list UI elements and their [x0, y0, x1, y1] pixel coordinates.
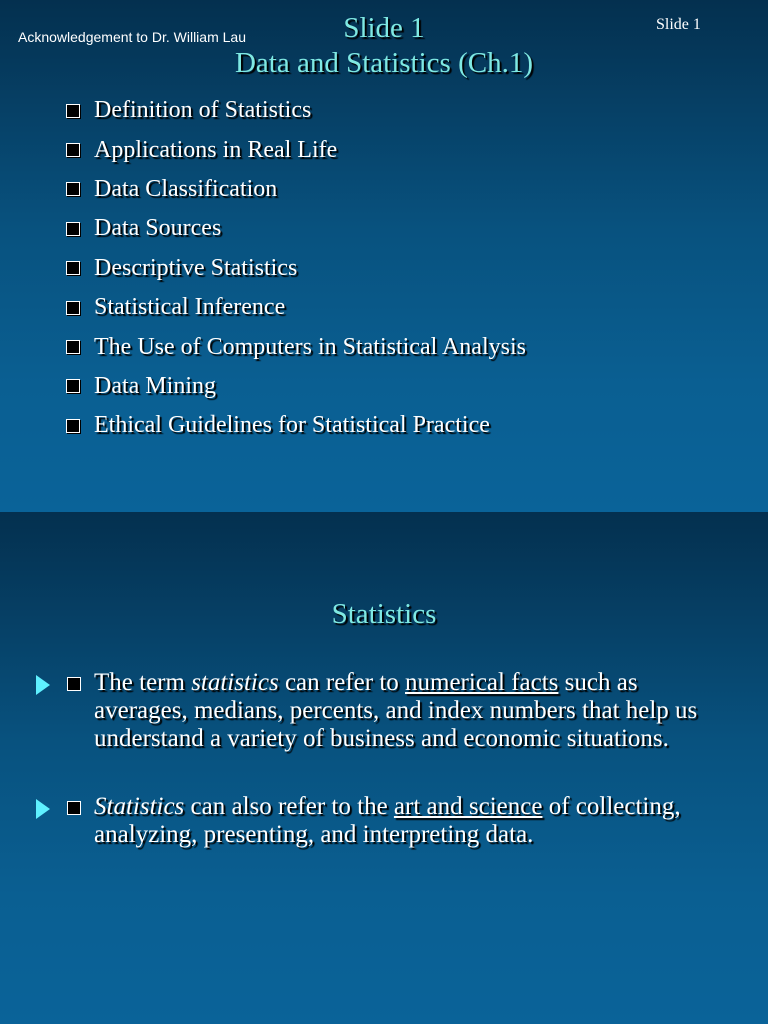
square-bullet-icon — [66, 340, 80, 354]
slide-1-title-line-1: Slide 1 — [343, 12, 425, 44]
list-item: Definition of Statistics — [66, 91, 526, 130]
slide-number: Slide 1 — [656, 16, 701, 33]
paragraph-text: The term statistics can refer to numerical facts such as averages, medians, percents, and index numbers that help us understand a variety of business and economic situations. — [94, 669, 698, 752]
square-bullet-icon — [67, 801, 81, 815]
paragraph-text: Statistics can also refer to the art and science of collecting, analyzing, presenting, and interpreting data. — [94, 793, 681, 848]
slide-1-title-line-2: Data and Statistics (Ch.1) — [234, 47, 533, 79]
paragraph-2 — [36, 793, 736, 849]
list-item: Data Sources — [66, 209, 526, 248]
square-bullet-icon — [66, 379, 80, 393]
square-bullet-icon — [66, 419, 80, 433]
square-bullet-icon — [66, 143, 80, 157]
slide-2-title: Statistics — [331, 598, 437, 630]
list-item: Statistical Inference — [66, 288, 526, 327]
square-bullet-icon — [67, 677, 81, 691]
square-bullet-icon — [66, 182, 80, 196]
list-item: Data Classification — [66, 170, 526, 209]
list-item: Descriptive Statistics — [66, 249, 526, 288]
triangle-pointer-icon — [36, 799, 50, 819]
list-item: Ethical Guidelines for Statistical Practice — [66, 406, 526, 445]
square-bullet-icon — [66, 104, 80, 118]
list-item: Applications in Real Life — [66, 130, 526, 169]
square-bullet-icon — [66, 261, 80, 275]
list-item: Data Mining — [66, 367, 526, 406]
square-bullet-icon — [66, 222, 80, 236]
topic-list — [66, 91, 526, 446]
paragraph-1 — [36, 669, 736, 753]
slide-2 — [0, 512, 768, 1024]
acknowledgement-text: Acknowledgement to Dr. William Lau — [18, 29, 246, 45]
list-item: The Use of Computers in Statistical Analysis — [66, 327, 526, 366]
triangle-pointer-icon — [36, 675, 50, 695]
square-bullet-icon — [66, 301, 80, 315]
